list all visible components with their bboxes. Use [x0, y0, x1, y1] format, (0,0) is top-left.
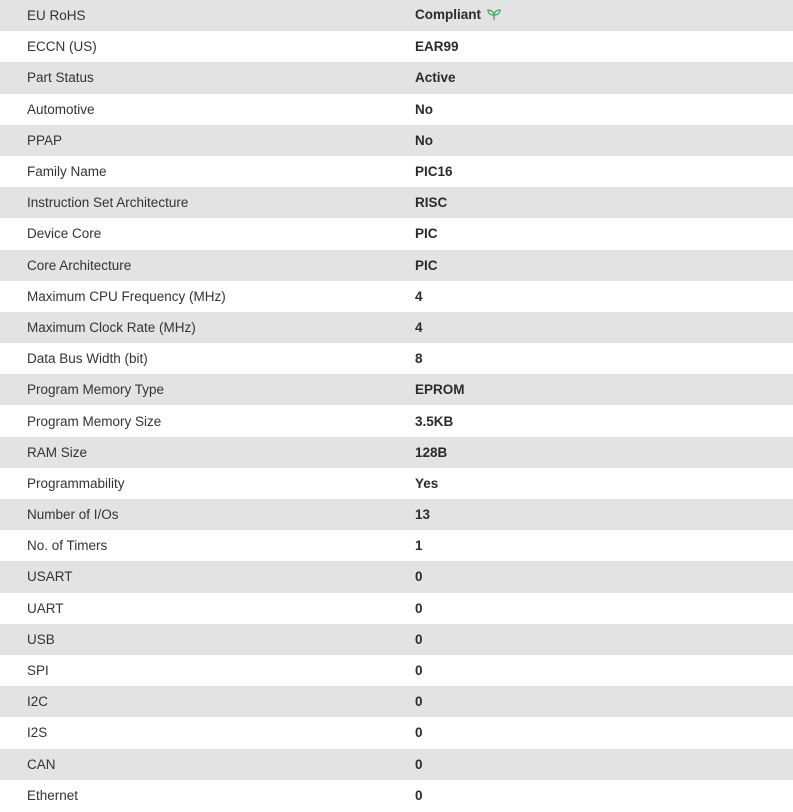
table-row [0, 780, 793, 811]
row-value: No [415, 132, 433, 148]
row-value: 0 [415, 663, 423, 679]
table-row [0, 717, 793, 748]
row-label: EU RoHS [27, 8, 86, 24]
table-row [0, 218, 793, 249]
row-label: UART [27, 600, 64, 616]
row-value: 0 [415, 569, 423, 585]
table-row [0, 561, 793, 592]
table-row [0, 31, 793, 62]
table-row [0, 0, 793, 31]
row-value [415, 0, 793, 31]
row-value: No [415, 101, 433, 117]
row-value: 0 [415, 631, 423, 647]
table-row [0, 749, 793, 780]
row-label: Program Memory Type [27, 382, 165, 398]
row-value: PIC [415, 257, 438, 273]
row-value: 0 [415, 756, 423, 772]
table-row [0, 187, 793, 218]
row-label: Automotive [27, 101, 95, 117]
row-value: EAR99 [415, 39, 459, 55]
value-text: Compliant [415, 7, 481, 23]
row-value: 4 [415, 288, 423, 304]
row-label: No. of Timers [27, 538, 108, 554]
row-value: 1 [415, 538, 423, 554]
row-label: USB [27, 631, 55, 647]
row-label: Part Status [27, 70, 94, 86]
row-value: PIC [415, 226, 438, 242]
row-value: PIC16 [415, 164, 453, 180]
table-row [0, 437, 793, 468]
leaf-icon [487, 9, 501, 24]
row-label: I2S [27, 725, 48, 741]
table-row [0, 94, 793, 125]
row-label: I2C [27, 694, 49, 710]
row-value: 128B [415, 444, 448, 460]
table-row [0, 343, 793, 374]
table-row [0, 530, 793, 561]
row-label: CAN [27, 756, 56, 772]
table-row [0, 593, 793, 624]
row-value: 0 [415, 725, 423, 741]
row-label: Device Core [27, 226, 102, 242]
row-label: Program Memory Size [27, 413, 162, 429]
row-label: PPAP [27, 132, 63, 148]
table-row [0, 156, 793, 187]
table-row [0, 125, 793, 156]
row-label: Maximum CPU Frequency (MHz) [27, 288, 226, 304]
row-label: ECCN (US) [27, 39, 97, 55]
row-label: RAM Size [27, 444, 88, 460]
row-label: Instruction Set Architecture [27, 195, 189, 211]
table-row [0, 62, 793, 93]
row-value: 13 [415, 507, 431, 523]
row-value: EPROM [415, 382, 465, 398]
table-row [0, 655, 793, 686]
row-label: Data Bus Width (bit) [27, 351, 148, 367]
table-row [0, 624, 793, 655]
table-row [0, 250, 793, 281]
table-row [0, 312, 793, 343]
table-row [0, 374, 793, 405]
row-value: 0 [415, 694, 423, 710]
row-value: 0 [415, 600, 423, 616]
row-value: Yes [415, 475, 439, 491]
table-row [0, 405, 793, 436]
row-label: Core Architecture [27, 257, 132, 273]
table-row [0, 468, 793, 499]
table-row [0, 499, 793, 530]
row-value: 3.5KB [415, 413, 454, 429]
row-label: Ethernet [27, 787, 79, 803]
row-label: SPI [27, 663, 49, 679]
row-label: Maximum Clock Rate (MHz) [27, 319, 196, 335]
row-value: 8 [415, 351, 423, 367]
row-value: 4 [415, 319, 423, 335]
table-row [0, 686, 793, 717]
row-label: Number of I/Os [27, 507, 119, 523]
table-row [0, 281, 793, 312]
row-label: Family Name [27, 164, 107, 180]
row-value: RISC [415, 195, 448, 211]
row-label: USART [27, 569, 73, 585]
row-label: Programmability [27, 475, 125, 491]
row-value: Active [415, 70, 456, 86]
row-value: 0 [415, 787, 423, 803]
